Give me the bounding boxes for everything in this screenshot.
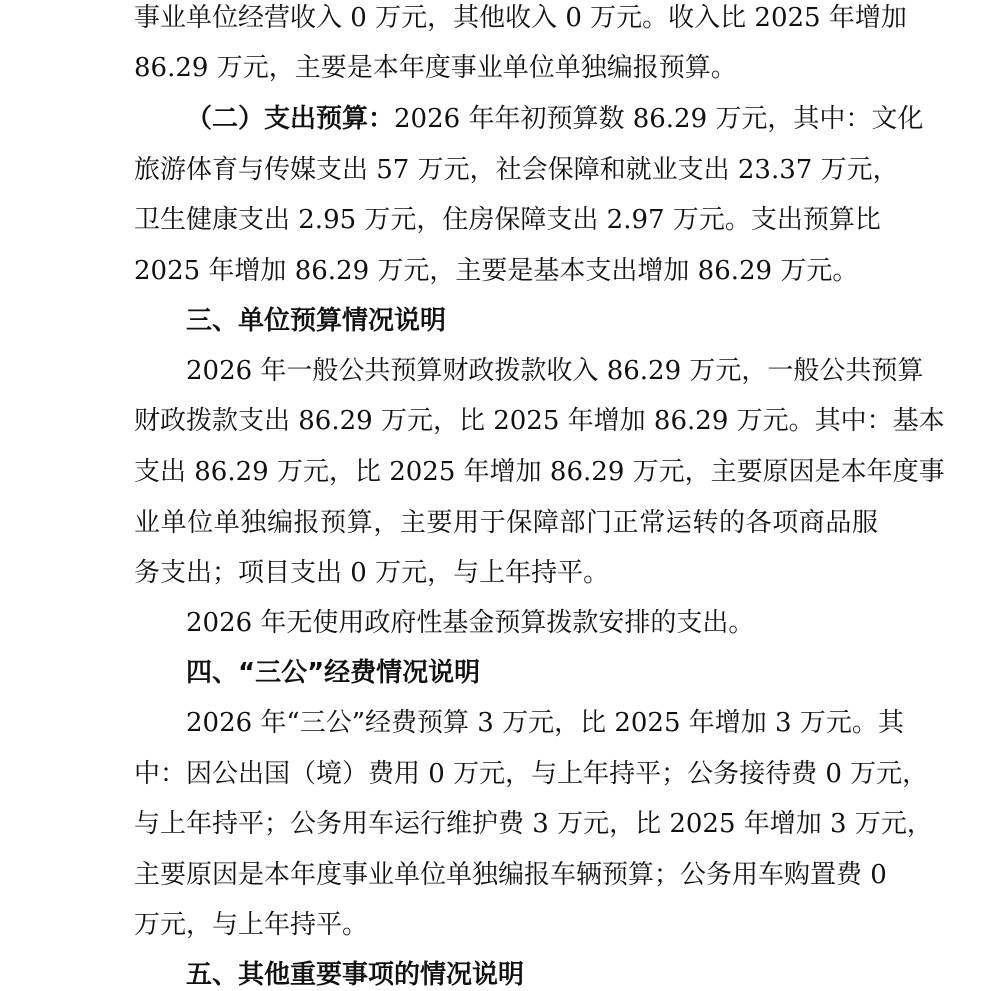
paragraph-line: 2025 年增加 86.29 万元，主要是基本支出增加 86.29 万元。 <box>134 256 859 286</box>
paragraph-line: 支出 86.29 万元，比 2025 年增加 86.29 万元，主要原因是本年度事 <box>134 457 945 487</box>
paragraph-line <box>186 101 924 137</box>
subsection-label: （二）支出预算： <box>186 104 395 134</box>
paragraph-line: 旅游体育与传媒支出 57 万元，社会保障和就业支出 23.37 万元， <box>134 155 899 185</box>
paragraph-line: 主要原因是本年度事业单位单独编报车辆预算；公务用车购置费 0 <box>134 860 887 890</box>
paragraph-line: 万元，与上年持平。 <box>134 910 369 940</box>
section-heading: 三、单位预算情况说明 <box>186 306 447 336</box>
paragraph-line: 业单位单独编报预算，主要用于保障部门正常运转的各项商品服 <box>134 508 878 538</box>
paragraph-line: 事业单位经营收入 0 万元，其他收入 0 万元。收入比 2025 年增加 <box>134 3 907 33</box>
paragraph-line: 卫生健康支出 2.95 万元，住房保障支出 2.97 万元。支出预算比 <box>134 205 881 235</box>
paragraph-line: 2026 年一般公共预算财政拨款收入 86.29 万元，一般公共预算 <box>186 356 924 386</box>
paragraph-line: 中：因公出国（境）费用 0 万元，与上年持平；公务接待费 0 万元， <box>134 759 929 789</box>
paragraph-line: 86.29 万元，主要是本年度事业单位单独编报预算。 <box>134 53 737 83</box>
paragraph-line: 与上年持平；公务用车运行维护费 3 万元，比 2025 年增加 3 万元， <box>134 809 933 839</box>
paragraph-line: 2026 年“三公”经费预算 3 万元，比 2025 年增加 3 万元。其 <box>186 708 904 738</box>
section-heading: 四、“三公”经费情况说明 <box>186 658 481 688</box>
paragraph-line: 务支出；项目支出 0 万元，与上年持平。 <box>134 558 610 588</box>
paragraph-text: 2026 年年初预算数 86.29 万元，其中：文化 <box>394 104 924 134</box>
paragraph-line: 2026 年无使用政府性基金预算拨款安排的支出。 <box>186 608 755 638</box>
section-heading: 五、其他重要事项的情况说明 <box>186 960 525 990</box>
paragraph-line: 财政拨款支出 86.29 万元，比 2025 年增加 86.29 万元。其中：基本 <box>134 406 945 436</box>
